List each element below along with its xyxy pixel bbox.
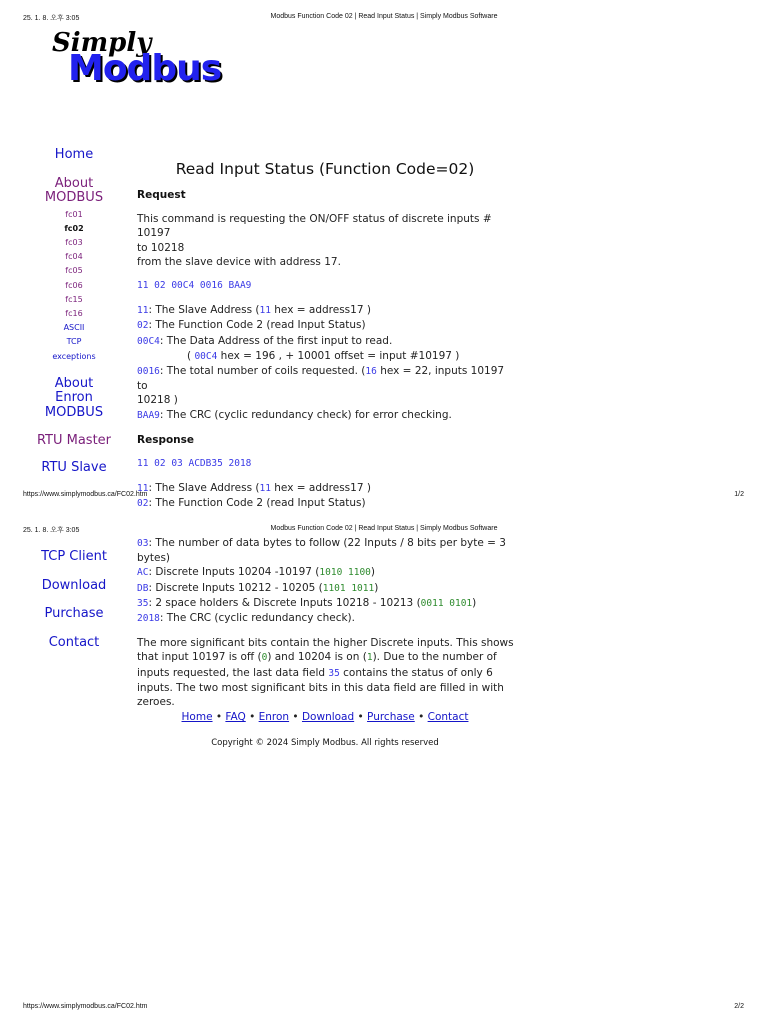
- request-heading: Request: [137, 189, 186, 201]
- response-heading: Response: [137, 433, 195, 446]
- response-field-function: 02: The Function Code 2 (read Input Status): [137, 497, 366, 510]
- request-field-function: 02: The Function Code 2 (read Input Status): [137, 319, 366, 332]
- response-field-ac: AC: Discrete Inputs 10204 -10197 (1010 1100): [137, 566, 375, 579]
- request-field-address: 11: The Slave Address (11 hex = address17 ): [137, 304, 371, 317]
- response-field-byte-count: 03: The number of data bytes to follow (22 Inputs / 8 bits per byte = 3: [137, 537, 506, 549]
- print-doc-title: Modbus Function Code 02 | Read Input Status | Simply Modbus Software: [270, 525, 498, 532]
- sidebar-nav-continued: [24, 550, 124, 650]
- logo-simply-text: Simply: [52, 28, 152, 58]
- sidebar-item-ascii[interactable]: ASCII: [63, 323, 85, 333]
- explanation-line: inputs. The two most significant bits in this data field are filled in with: [137, 681, 504, 694]
- request-field-count: 0016: The total number of coils requested. (16 hex = 22, inputs 10197 to: [137, 365, 505, 393]
- copyright-text: Copyright © 2024 Simply Modbus. All rights reserved: [211, 738, 439, 748]
- sidebar-item-fc15[interactable]: fc15: [65, 294, 83, 304]
- sidebar-item-tcp-client[interactable]: TCP Client: [41, 549, 107, 564]
- response-field-byte-count-cont: bytes): [137, 552, 171, 565]
- intro-line: This command is requesting the ON/OFF status of discrete inputs # 10197: [137, 213, 492, 240]
- print-page-number: 1/2: [734, 491, 744, 498]
- footer-link-faq[interactable]: FAQ: [225, 711, 246, 723]
- sidebar-item-fc16[interactable]: fc16: [65, 308, 83, 318]
- response-field-db: DB: Discrete Inputs 10212 - 10205 (1101 1011): [137, 581, 379, 594]
- sidebar-label: Enron: [55, 390, 93, 406]
- logo-modbus-text: Modbus: [68, 48, 222, 89]
- explanation-line: zeroes.: [137, 696, 175, 709]
- sidebar-nav: [24, 148, 124, 475]
- intro-line: to 10218: [137, 241, 185, 254]
- sidebar-item-about-enron[interactable]: [24, 377, 124, 421]
- footer-link-download[interactable]: Download: [301, 711, 355, 723]
- sidebar-item-fc06[interactable]: fc06: [65, 280, 83, 290]
- sidebar-item-home[interactable]: Home: [54, 147, 94, 162]
- print-url: https://www.simplymodbus.ca/FC02.htm: [23, 1003, 148, 1010]
- sidebar-item-fc04[interactable]: fc04: [65, 252, 83, 262]
- request-field-data-address: 00C4: The Data Address of the first input to read.: [137, 334, 393, 347]
- simply-modbus-logo[interactable]: [52, 28, 222, 92]
- sidebar-item-rtu-slave[interactable]: RTU Slave: [41, 459, 107, 475]
- sidebar-item-purchase[interactable]: Purchase: [44, 606, 104, 621]
- sidebar-label: About: [54, 175, 94, 191]
- request-hex-string: 11 02 00C4 0016 BAA9: [137, 280, 252, 292]
- footer-nav: Home • FAQ • Enron • Download • Purchase • Contact: [181, 711, 469, 723]
- page-title: Read Input Status (Function Code=02): [175, 160, 475, 178]
- sidebar-item-fc03[interactable]: fc03: [65, 237, 83, 247]
- print-page-number: 2/2: [734, 1003, 744, 1010]
- sidebar-label: About: [54, 375, 94, 391]
- sidebar-item-contact[interactable]: Contact: [48, 634, 100, 650]
- response-hex-string: 11 02 03 ACDB35 2018: [137, 458, 252, 470]
- explanation-line: The more significant bits contain the higher Discrete inputs. This shows: [137, 637, 514, 650]
- intro-line: from the slave device with address 17.: [137, 255, 341, 268]
- sidebar-item-fc02[interactable]: fc02: [64, 223, 84, 233]
- main-content-part-2: [137, 536, 517, 709]
- explanation-line: that input 10197 is off (0) and 10204 is on (1). Due to the number of: [137, 651, 497, 664]
- sidebar-item-tcp[interactable]: TCP: [66, 337, 82, 347]
- main-content-part-1: [137, 188, 517, 512]
- request-field-count-cont: 10218 ): [137, 394, 178, 407]
- request-field-crc: BAA9: The CRC (cyclic redundancy check) for error checking.: [137, 408, 452, 421]
- response-field-address: 11: The Slave Address (11 hex = address17 ): [137, 482, 371, 495]
- print-page-2: [0, 512, 768, 1024]
- footer-link-contact[interactable]: Contact: [427, 711, 469, 723]
- sidebar-item-fc05[interactable]: fc05: [65, 266, 83, 276]
- print-datetime: 25. 1. 8. 오후 3:05: [23, 15, 80, 22]
- response-field-35: 35: 2 space holders & Discrete Inputs 10218 - 10213 (0011 0101): [137, 596, 477, 609]
- print-datetime: 25. 1. 8. 오후 3:05: [23, 527, 80, 534]
- print-url: https://www.simplymodbus.ca/FC02.htm: [23, 491, 148, 498]
- response-field-crc: 2018: The CRC (cyclic redundancy check).: [137, 612, 355, 625]
- sidebar-item-exceptions[interactable]: exceptions: [52, 351, 96, 361]
- explanation-line: inputs requested, the last data field 35 contains the status of only 6: [137, 666, 493, 679]
- sidebar-item-fc01[interactable]: fc01: [65, 209, 83, 219]
- sidebar-item-rtu-master[interactable]: RTU Master: [36, 433, 112, 449]
- footer-link-enron[interactable]: Enron: [258, 711, 290, 723]
- footer-link-purchase[interactable]: Purchase: [367, 711, 415, 723]
- sidebar-label: MODBUS: [44, 404, 104, 420]
- sidebar-label: MODBUS: [44, 190, 104, 205]
- sidebar-item-download[interactable]: Download: [41, 577, 107, 593]
- footer-link-home[interactable]: Home: [181, 711, 213, 723]
- sidebar-item-about-modbus[interactable]: [24, 177, 124, 206]
- request-field-data-address-detail: ( 00C4 hex = 196 , + 10001 offset = input #10197 ): [187, 349, 460, 362]
- print-doc-title: Modbus Function Code 02 | Read Input Status | Simply Modbus Software: [270, 13, 498, 20]
